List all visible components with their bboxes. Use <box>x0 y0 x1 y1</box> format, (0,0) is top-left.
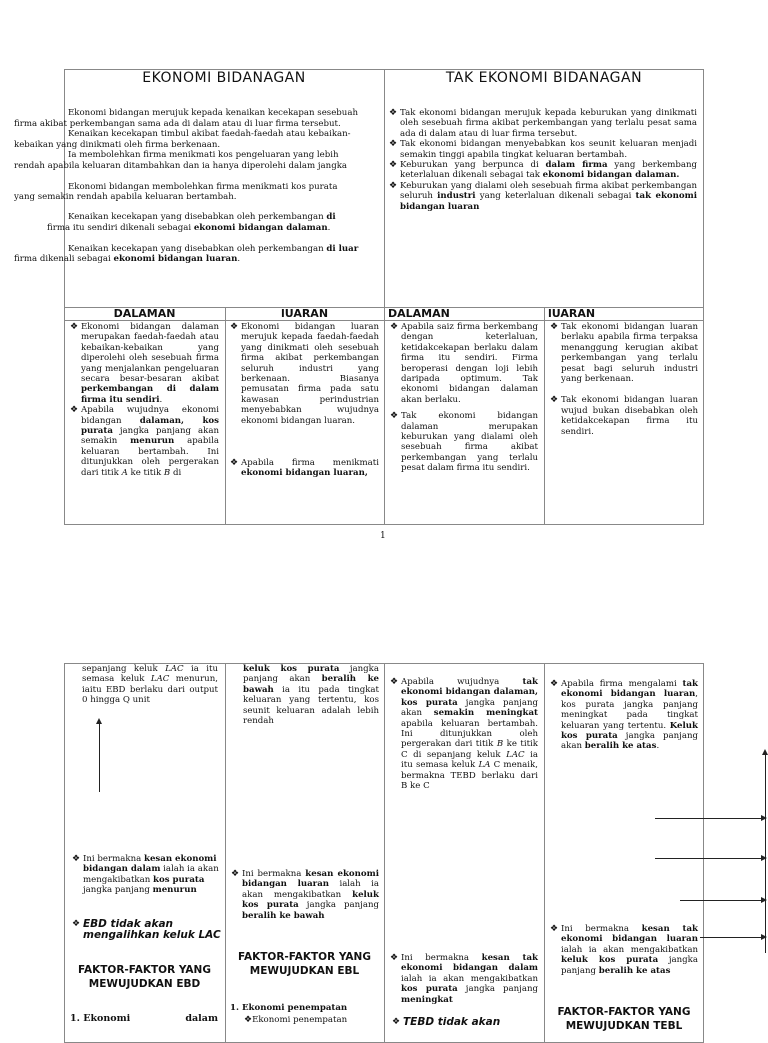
text-span: jangka panjang <box>561 955 698 976</box>
bullet-item <box>390 953 538 1005</box>
text-span: jangka panjang akan <box>401 697 538 719</box>
list-item <box>70 1014 220 1024</box>
text-span: Apabila wujudnya ekonomi bidangan <box>81 405 219 426</box>
arrow-up-icon <box>762 749 768 755</box>
text-span: Ini bermakna <box>401 953 482 963</box>
col-ekonomi-dalaman-continued <box>82 664 218 706</box>
paragraph-line <box>68 244 382 254</box>
bold-span: kos purata <box>401 984 458 995</box>
ebd-note <box>72 919 231 941</box>
paragraph-line: Ia membolehkan firma menikmati kos pengeluaran yang lebih <box>68 150 339 160</box>
text-span: ialah ia akan mengakibatkan <box>242 879 379 900</box>
bold-span: keluk kos purata <box>243 664 340 674</box>
paragraph-line: Ekonomi bidangan merujuk kepada kenaikan kecekapan sesebuah <box>68 108 358 118</box>
subheader-luaran: lUARAN <box>548 307 596 320</box>
bullet-icon: ❖ <box>390 677 399 687</box>
bullet-icon: ❖ <box>550 679 559 689</box>
paragraph-line: firma akibat perkembangan sama ada di dalam atau di luar firma tersebut. <box>14 118 341 129</box>
bold-span: dalam firma <box>545 160 608 171</box>
text-span: firma itu sendiri dikenali sebagai <box>47 222 194 233</box>
italic-span: LAC <box>165 664 184 674</box>
text-span: Ini bermakna <box>561 924 642 934</box>
bullet-icon: ❖ <box>389 180 398 191</box>
paragraph-line: yang semakin rendah apabila keluaran bertambah. <box>14 192 237 202</box>
bold-span: perkembangan di dalam firma itu sendiri <box>81 384 219 405</box>
bullet-icon: ❖ <box>390 953 399 963</box>
bold-span: di luar <box>326 243 359 254</box>
text-span: , kos purata jangka panjang meningkat pada tingkat keluaran yang tertentu. <box>561 689 698 731</box>
text-span: jangka panjang <box>457 984 538 995</box>
col-tak-ekonomi-luaran <box>550 322 698 437</box>
diagram-arrow-line <box>700 937 761 938</box>
paragraph-line: firma itu sendiri dikenali sebagai ekonomi bidangan dalaman. <box>47 222 331 233</box>
heading-line: FAKTOR-FAKTOR YANG <box>238 951 371 963</box>
table-col-divider <box>384 663 385 1043</box>
bold-span: kesan ekonomi bidangan luaran <box>242 869 379 890</box>
text-span: ia itu semasa keluk <box>401 749 539 771</box>
text-span: Ekonomi bidangan dalaman merupakan faedah-faedah atau kebaikan-kebaikan yang diperolehi oleh sesebuah firma yang menjalankan pengeluaran secara besar-besaran akibat <box>81 322 219 385</box>
col-ekonomi-luaran-continued <box>243 664 379 726</box>
bold-span: meningkat <box>401 994 453 1005</box>
bullet-item <box>72 854 220 896</box>
italic-span: B <box>163 467 171 478</box>
bullet-item <box>389 108 697 139</box>
text-span: yang keterlaluan dikenali sebagai <box>475 191 636 202</box>
paragraph-definition <box>68 108 380 118</box>
heading-faktor-ebd <box>64 963 225 991</box>
col-tak-ekonomi-dalaman <box>390 322 538 474</box>
table-col-divider <box>225 307 226 525</box>
bullet-text: Tak ekonomi bidangan menyebabkan kos seunit keluaran menjadi semakin tinggi apabila tingkat keluaran bertambah. <box>400 139 697 160</box>
document-page-2 <box>0 663 768 1032</box>
heading-line: MEWUJUDKAN EBD <box>88 978 201 990</box>
bullet-item <box>550 924 698 976</box>
text-span: Kenaikan kecekapan yang disebabkan oleh perkembangan <box>68 243 327 254</box>
heading-faktor-ebl <box>225 950 384 978</box>
text-span: yang berkembang keterlaluan dikenali sebagai tak <box>400 160 697 181</box>
italic-span: B <box>496 739 504 750</box>
bold-span: beralih ke atas <box>584 741 657 752</box>
text-span: jangka panjang akan <box>243 664 379 685</box>
bullet-icon: ❖ <box>230 322 239 332</box>
text-span: ialah ia akan mengakibatkan <box>83 864 219 885</box>
text-span: C menaik, bermakna TEBD berlaku dari B ke C <box>401 760 538 792</box>
table-divider <box>384 69 385 525</box>
list-item: 1. Ekonomi penempatan <box>230 1003 348 1013</box>
italic-span: A <box>121 467 128 478</box>
paragraph-line: rendah apabila keluaran ditambahkan dan ia hanya diperolehi dalam jangka <box>14 160 348 171</box>
text-span: jangka panjang akan semakin <box>81 426 219 447</box>
table-col-divider <box>225 663 226 1043</box>
bullet-item: ❖ Ekonomi bidangan dalaman merupakan faedah-faedah atau kebaikan-kebaikan yang diperolehi oleh sesebuah firma yang menjalankan pengeluaran secara besar-besaran akibat perkembangan di dalam firma itu sendiri. <box>70 322 219 405</box>
text-span: Ini bermakna <box>83 854 144 864</box>
bold-span: tak ekonomi bidangan dalaman, kos purata <box>401 677 538 708</box>
bullet-item <box>231 869 379 921</box>
bold-span: Keluk kos purata <box>561 720 698 742</box>
col2-summary <box>231 869 379 921</box>
arrow-up-icon <box>96 718 102 724</box>
subheader-luaran: lUARAN <box>280 307 329 320</box>
bullet-item <box>550 679 698 752</box>
bullet-icon: ❖ <box>550 395 559 406</box>
text-span: ia itu semasa keluk <box>82 664 218 685</box>
text-span: Apabila wujudnya <box>401 677 523 687</box>
diagram-arrow-line <box>99 722 100 792</box>
bullet-text: Tak ekonomi bidangan merujuk kepada keburukan yang dinikmati oleh sesebuah firma akibat perkembangan yang terlalu pesat sama ada di dalam atau di luar firma tersebut. <box>400 108 697 139</box>
text-span: ia itu pada tingkat keluaran yang tertentu, kos seunit keluaran adalah lebih rendah <box>243 684 379 727</box>
bullet-icon: ❖ <box>390 322 399 332</box>
bullet-icon: ❖ <box>70 405 79 416</box>
bold-span: menurun <box>152 885 197 896</box>
bullet-item <box>230 322 379 426</box>
bullet-icon: ❖ <box>72 919 81 929</box>
col-tak-ekonomi-luaran-continued <box>550 679 698 752</box>
text-span: . <box>656 741 660 752</box>
bullet-icon: ❖ <box>550 924 559 934</box>
text-span: jangka panjang <box>298 900 379 911</box>
heading-faktor-tebl <box>544 1005 704 1033</box>
bold-span: dalaman, kos purata <box>81 415 219 437</box>
col-ekonomi-dalaman <box>70 322 219 478</box>
subheader-dalaman: DALAMAN <box>388 307 450 320</box>
bold-span: ekonomi bidangan dalaman. <box>542 170 680 181</box>
table-subheader-divider <box>64 320 704 321</box>
bullet-icon: ❖ <box>230 458 239 469</box>
italic-span: LAC <box>150 674 170 685</box>
table-col-divider <box>544 307 545 525</box>
bullet-text: Ekonomi bidangan luaran merujuk kepada faedah-faedah yang dinikmati oleh sesebuah firma akibat perkembangan seluruh industri yang berkenaan. Biasanya pemusatan firma pada satu kawasan perindustrian menyebabkan wujudnya ekonomi bidangan luaran. <box>241 322 379 426</box>
text-span: ke titik <box>127 467 164 478</box>
bold-span: keluk kos purata <box>561 955 659 966</box>
text-span: Keburukan yang dialami oleh sesebuah firma akibat perkembangan seluruh <box>400 180 697 202</box>
arrow-right-icon <box>761 934 767 940</box>
text-span: Apabila firma mengalami <box>561 679 683 689</box>
heading-line: MEWUJUDKAN TEBL <box>565 1020 683 1032</box>
paragraph-line: kebaikan yang dinikmati oleh firma berkenaan. <box>14 139 221 150</box>
subheader-dalaman: DALAMAN <box>113 307 176 320</box>
text-span: Ini bermakna <box>242 869 306 879</box>
bold-span: beralih ke atas <box>598 965 671 976</box>
bold-span: beralih ke bawah <box>243 674 380 695</box>
diagram-arrow-line <box>655 818 761 819</box>
bullet-icon: ❖ <box>390 411 399 422</box>
bullet-item <box>70 405 219 478</box>
bullet-item <box>389 181 697 212</box>
bold-span: semakin meningkat <box>433 708 538 719</box>
bold-span: di <box>326 212 336 222</box>
text-span: ialah ia akan mengakibatkan <box>561 944 698 955</box>
bullet-item <box>390 411 538 473</box>
bullet-icon: ❖ <box>244 1015 253 1025</box>
bullet-item <box>550 322 698 384</box>
italic-span: LAC <box>506 749 525 760</box>
bold-span: ekonomi bidangan luaran, <box>241 468 368 479</box>
bullet-item <box>390 322 538 405</box>
left-title: EKONOMI BIDANAGAN <box>142 70 306 86</box>
text-span: jangka panjang <box>83 885 153 896</box>
diagram-arrow-line <box>765 753 766 953</box>
paragraph-line: firma dikenali sebagai ekonomi bidangan luaran. <box>14 254 241 264</box>
heading-line: FAKTOR-FAKTOR YANG <box>557 1006 691 1018</box>
col3-summary <box>390 953 538 1005</box>
bullet-text: EBD tidak akan mengalihkan keluk LAC <box>83 918 221 941</box>
bullet-icon: ❖ <box>72 854 81 864</box>
bold-span: beralih ke bawah <box>242 910 325 921</box>
page-number: 1 <box>380 531 386 541</box>
bullet-icon: ❖ <box>392 1017 401 1027</box>
bullet-text: Tak ekonomi bidangan luaran berlaku apabila firma terpaksa menanggung kerugian akibat perkembangan yang terlalu pesat bagi seluruh industri yang berkenaan. <box>561 322 698 385</box>
bullet-icon: ❖ <box>389 108 398 118</box>
bullet-item <box>389 160 697 181</box>
bullet-icon: ❖ <box>231 869 240 879</box>
bold-span: kesan tak ekonomi bidangan dalam <box>401 953 539 974</box>
heading-line: FAKTOR-FAKTOR YANG <box>78 964 211 976</box>
text-span: di <box>170 467 182 478</box>
arrow-right-icon <box>761 815 767 821</box>
bold-span: ekonomi bidangan dalaman <box>193 222 328 233</box>
bold-span: kesan ekonomi bidangan dalam <box>83 854 217 875</box>
bold-span: ekonomi bidangan luaran <box>113 254 238 264</box>
paragraph-line: Kenaikan kecekapan timbul akibat faedah-faedah atau kebaikan- <box>68 129 351 139</box>
bullet-icon: ❖ <box>389 139 398 150</box>
bullet-text: Ekonomi penempatan <box>252 1015 348 1025</box>
bullet-text: Tak ekonomi bidangan dalaman merupakan keburukan yang dialami oleh sesebuah firma akibat perkembangan yang terlalu pesat dalam firma itu sendiri. <box>401 411 538 474</box>
col4-summary <box>550 924 698 976</box>
bold-span: keluk kos purata <box>242 889 379 911</box>
text-span: firma dikenali sebagai <box>14 254 114 264</box>
paragraph-line: Ekonomi bidangan membolehkan firma menikmati kos purata <box>68 181 338 192</box>
text-span: menurun, iaitu EBD berlaku dari output 0 hingga Q unit <box>82 674 218 706</box>
text-span: sepanjang keluk <box>82 664 166 674</box>
bullet-icon: ❖ <box>389 160 398 171</box>
text-span: Keburukan yang berpunca di <box>400 160 546 171</box>
tak-ekonomi-bullets <box>389 108 697 212</box>
bold-span: tak ekonomi bidangan luaran <box>400 191 697 212</box>
text-span: ialah ia akan mengakibatkan <box>401 973 538 984</box>
text-span: apabila keluaran bertambah. Ini ditunjukkan oleh pergerakan dari titik <box>81 436 219 478</box>
col-ekonomi-luaran <box>230 322 379 479</box>
bullet-icon: ❖ <box>70 322 79 332</box>
bullet-item <box>390 677 538 791</box>
bold-span: industri <box>437 191 476 202</box>
arrow-right-icon <box>761 855 767 861</box>
bullet-icon: ❖ <box>550 322 559 332</box>
bullet-item <box>230 458 379 479</box>
text-span: jangka panjang akan <box>561 731 698 752</box>
bullet-text: Apabila saiz firma berkembang dengan keterlaluan, ketidakcekapan berlaku dalam firma itu sendiri. Firma beroperasi dengan loji lebih daripada optimum. Tak ekonomi bidangan dalaman akan berlaku. <box>401 322 538 405</box>
bold-span: kesan tak ekonomi bidangan luaran <box>561 924 699 945</box>
text-span: ke titik C di sepanjang keluk <box>401 739 538 760</box>
text-span: 1. Ekonomi <box>70 1013 131 1024</box>
table-col-divider <box>544 663 545 1043</box>
col-tak-ekonomi-dalaman-continued <box>390 677 538 791</box>
heading-line: MEWUJUDKAN EBL <box>249 965 360 977</box>
text-span: dalam <box>185 1013 218 1024</box>
arrow-right-icon <box>761 897 767 903</box>
tebd-note <box>392 1017 551 1028</box>
right-title: TAK EKONOMI BIDANAGAN <box>445 70 643 86</box>
diagram-arrow-line <box>680 900 761 901</box>
bullet-item <box>550 395 698 437</box>
bullet-item <box>389 139 697 160</box>
bullet-text: Tak ekonomi bidangan luaran wujud bukan disebabkan oleh ketidakcekapan firma itu sendiri. <box>561 395 698 437</box>
text-span: apabila keluaran bertambah. Ini ditunjukkan oleh pergerakan dari titik <box>401 718 538 750</box>
italic-span: LA <box>478 760 491 771</box>
bold-span: tak ekonomi bidangan luaran <box>561 679 698 700</box>
bold-span: menurun <box>130 436 175 447</box>
text-span: Apabila firma menikmati <box>241 458 379 469</box>
bullet-text: TEBD tidak akan <box>403 1016 501 1028</box>
paragraph-line <box>68 212 382 222</box>
col1-summary <box>72 854 220 896</box>
bold-span: kos purata <box>153 874 205 885</box>
diagram-arrow-line <box>655 858 761 859</box>
text-span: Kenaikan kecekapan yang disebabkan oleh perkembangan <box>68 212 327 222</box>
